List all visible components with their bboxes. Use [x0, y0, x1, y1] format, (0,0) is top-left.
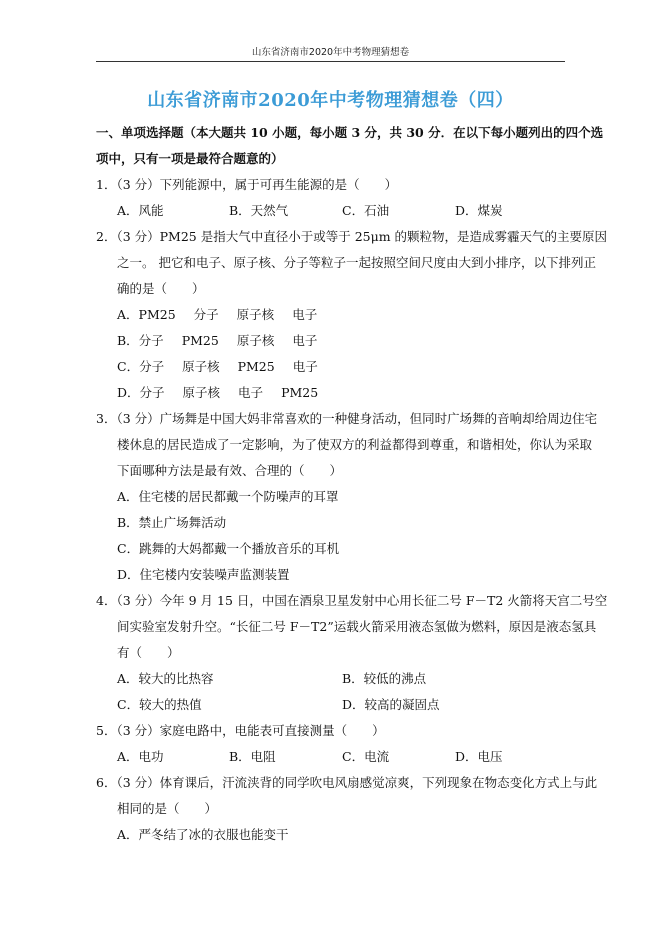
q2-option-b [117, 331, 335, 349]
exam-title: 山东省济南市2020年中考物理猜想卷（四） [147, 90, 514, 111]
question-1-stem: 1．（3 分）下列能源中，属于可再生能源的是（ ） [96, 177, 398, 192]
q4-option-d: D．较高的凝固点 [342, 697, 440, 712]
q4-option-b: B．较低的沸点 [342, 671, 427, 686]
section-heading-line2: 项中，只有一项是最符合题意的） [96, 151, 284, 166]
question-4-stem-line3: 有（ ） [117, 645, 180, 660]
question-6-stem-line2: 相同的是（ ） [117, 801, 218, 816]
q2-a-item3: 原子核 [236, 307, 275, 322]
section-heading-line1: 一、单项选择题（本大题共 10 小题，每小题 3 分，共 30 分．在以下每小题列出的四个选 [96, 125, 604, 140]
q2-c-item4: 电子 [292, 359, 318, 374]
q2-d-item2: 原子核 [182, 385, 221, 400]
q2-option-a [117, 305, 335, 323]
question-3-stem-line2: 楼休息的居民造成了一定影响，为了使双方的利益都得到尊重，和谐相处，你认为采取 [117, 437, 593, 452]
q2-c-item1: C．分子 [117, 359, 165, 374]
question-2-stem-line1: 2．（3 分）PM25 是指大气中直径小于或等于 25μm 的颗粒物，是造成雾霾天气的主要原因 [96, 229, 608, 244]
question-3-stem-line3: 下面哪种方法是最有效、合理的（ ） [117, 463, 343, 478]
q2-a-item4: 电子 [292, 307, 318, 322]
q1-option-b: B．天然气 [229, 203, 289, 218]
q2-a-item1: A．PM25 [117, 307, 176, 322]
q4-option-c: C．较大的热值 [117, 697, 202, 712]
page-header: 山东省济南市2020年中考物理猜想卷 [251, 47, 410, 58]
q2-d-item3: 电子 [238, 385, 264, 400]
q2-b-item1: B．分子 [117, 333, 164, 348]
q2-b-item4: 电子 [292, 333, 318, 348]
q2-b-item3: 原子核 [236, 333, 275, 348]
q5-option-b: B．电阻 [229, 749, 276, 764]
question-6-stem-line1: 6．（3 分）体育课后，汗流浃背的同学吹电风扇感觉凉爽，下列现象在物态变化方式上与此 [96, 775, 598, 790]
q3-option-a: A．住宅楼的居民都戴一个防噪声的耳罩 [117, 489, 339, 504]
q5-option-d: D．电压 [455, 749, 503, 764]
q2-option-c [117, 357, 336, 375]
question-4-stem-line2: 间实验室发射升空。“长征二号 F－T2”运载火箭采用液态氢做为燃料，原因是液态氢具 [117, 619, 597, 634]
header-divider [96, 61, 565, 62]
question-2-stem-line3: 确的是（ ） [117, 281, 205, 296]
q2-a-item2: 分子 [193, 307, 219, 322]
q2-d-item4: PM25 [281, 385, 319, 400]
q3-option-d: D．住宅楼内安装噪声监测装置 [117, 567, 290, 582]
q2-b-item2: PM25 [181, 333, 219, 348]
q3-option-b: B．禁止广场舞活动 [117, 515, 227, 530]
q1-option-d: D．煤炭 [455, 203, 503, 218]
q4-option-a: A．较大的比热容 [117, 671, 214, 686]
q5-option-c: C．电流 [342, 749, 390, 764]
question-4-stem-line1: 4．（3 分）今年 9 月 15 日，中国在酒泉卫星发射中心用长征二号 F－T2 火箭将天宫二号空 [96, 593, 608, 608]
question-2-stem-line2: 之一。 把它和电子、原子核、分子等粒子一起按照空间尺度由大到小排序，以下排列正 [117, 255, 596, 270]
question-5-stem: 5．（3 分）家庭电路中，电能表可直接测量（ ） [96, 723, 385, 738]
question-3-stem-line1: 3．（3 分）广场舞是中国大妈非常喜欢的一种健身活动，但同时广场舞的音响却给周边住宅 [96, 411, 598, 426]
q2-c-item2: 原子核 [182, 359, 220, 374]
q1-option-c: C．石油 [342, 203, 390, 218]
q2-d-item1: D．分子 [117, 385, 165, 400]
q1-option-a: A．风能 [117, 203, 164, 218]
q6-option-a: A．严冬结了冰的衣服也能变干 [117, 827, 289, 842]
q5-option-a: A．电功 [117, 749, 164, 764]
q3-option-c: C．跳舞的大妈都戴一个播放音乐的耳机 [117, 541, 340, 556]
q2-c-item3: PM25 [237, 359, 275, 374]
q2-option-d [117, 383, 336, 401]
